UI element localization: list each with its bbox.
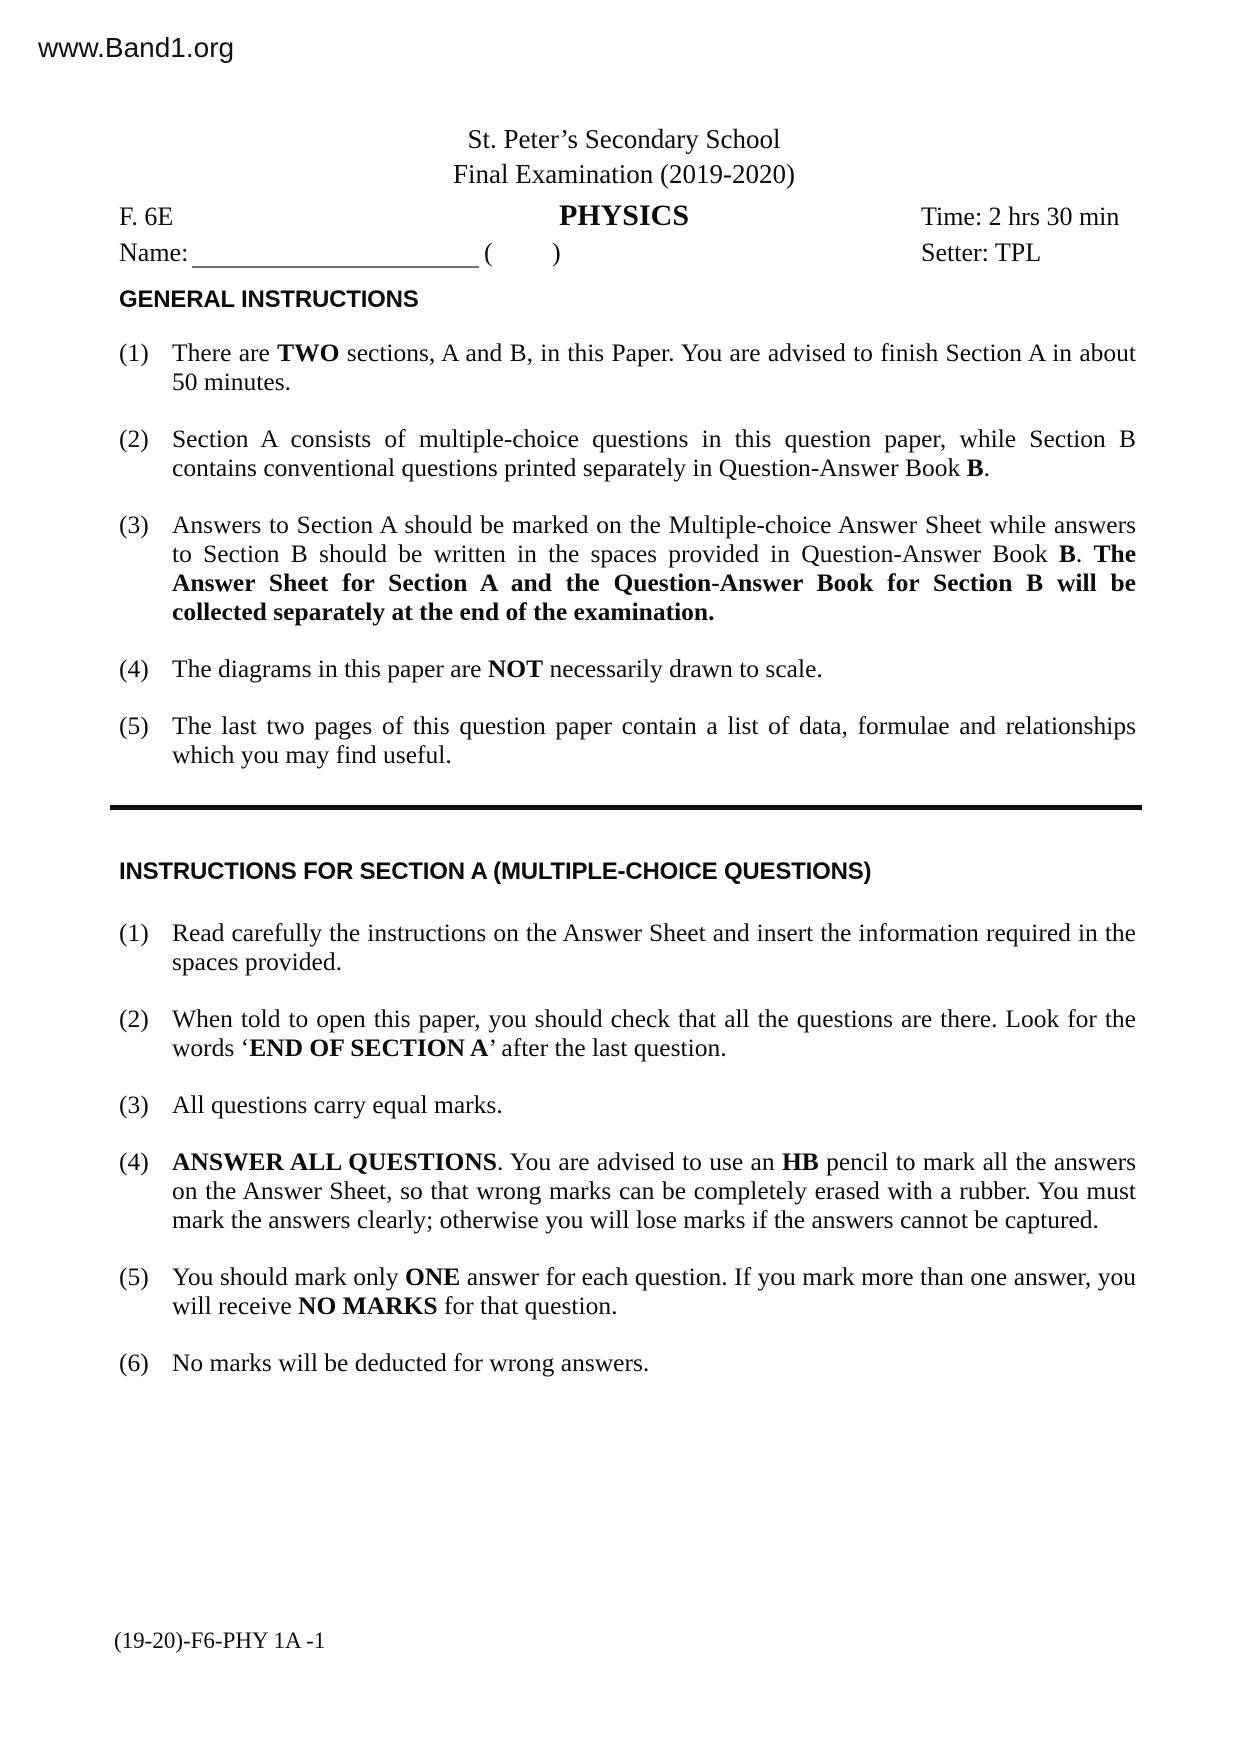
item-number: (5) [119, 711, 149, 740]
item-text: Read carefully the instructions on the Answer Sheet and insert the information required in the spaces provided. [172, 918, 1136, 976]
setter: Setter: TPL [921, 238, 1042, 267]
item-number: (6) [119, 1348, 149, 1377]
item-number: (4) [119, 1147, 149, 1176]
exam-title: Final Examination (2019-2020) [453, 159, 795, 189]
name-fill-line [192, 238, 479, 268]
item-number: (2) [119, 424, 149, 453]
class-number-paren-close: ) [552, 238, 561, 267]
instruction-item [112, 1147, 1136, 1234]
section-a-instructions-heading: INSTRUCTIONS FOR SECTION A (MULTIPLE-CHOICE QUESTIONS) [119, 858, 872, 885]
instruction-item [112, 424, 1136, 482]
class-number-paren-open: ( [484, 238, 493, 267]
instruction-item [112, 1004, 1136, 1062]
footer-page-code: (19-20)-F6-PHY 1A -1 [114, 1628, 326, 1653]
instruction-item [112, 1262, 1136, 1320]
section-a-instructions-list [112, 918, 1136, 1405]
header-row-name [112, 235, 1136, 269]
time-limit: Time: 2 hrs 30 min [921, 202, 1120, 231]
general-instructions-heading: GENERAL INSTRUCTIONS [119, 286, 419, 313]
instruction-item [112, 338, 1136, 396]
item-text: There are TWO sections, A and B, in this Paper. You are advised to finish Section A in about 50 minutes. [172, 338, 1136, 396]
item-text: When told to open this paper, you should check that all the questions are there. Look for the words ‘END OF SECTION A’ after the last question. [172, 1004, 1136, 1062]
item-number: (3) [119, 1090, 149, 1119]
header-row-subject [112, 199, 1136, 233]
item-number: (5) [119, 1262, 149, 1291]
item-number: (2) [119, 1004, 149, 1033]
item-number: (1) [119, 918, 149, 947]
item-text: Answers to Section A should be marked on the Multiple-choice Answer Sheet while answers to Section B should be written in the spaces provided in Question-Answer Book B. The Answer Sheet for Section A and the Question-Answer Book for Section B will be collected separately at the end of the examination. [172, 510, 1137, 626]
separator-rule [110, 805, 1142, 810]
item-text: You should mark only ONE answer for each question. If you mark more than one answer, you will receive NO MARKS for that question. [172, 1262, 1136, 1320]
item-text: The diagrams in this paper are NOT necessarily drawn to scale. [172, 654, 823, 683]
item-text: The last two pages of this question paper contain a list of data, formulae and relationships which you may find useful. [172, 711, 1136, 769]
instruction-item [112, 1090, 1136, 1119]
name-label: Name: [119, 238, 189, 267]
item-text: ANSWER ALL QUESTIONS. You are advised to use an HB pencil to mark all the answers on the Answer Sheet, so that wrong marks can be completely erased with a rubber. You must mark the answers clearly; otherwise you will lose marks if the answers cannot be captured. [172, 1147, 1136, 1234]
item-text: All questions carry equal marks. [172, 1090, 503, 1119]
item-number: (3) [119, 510, 149, 539]
item-text: No marks will be deducted for wrong answers. [172, 1348, 650, 1377]
school-name: St. Peter’s Secondary School [467, 124, 781, 154]
instruction-item [112, 654, 1136, 683]
instruction-item [112, 918, 1136, 976]
item-number: (4) [119, 654, 149, 683]
general-instructions-list [112, 338, 1136, 797]
watermark-url: www.Band1.org [38, 32, 235, 63]
instruction-item [112, 1348, 1136, 1377]
item-number: (1) [119, 338, 149, 367]
class-form: F. 6E [119, 202, 174, 231]
instruction-item [112, 510, 1136, 626]
subject-title: PHYSICS [558, 199, 690, 232]
item-text: Section A consists of multiple-choice questions in this question paper, while Section B contains conventional questions printed separately in Question-Answer Book B. [172, 424, 1136, 482]
instruction-item [112, 711, 1136, 769]
